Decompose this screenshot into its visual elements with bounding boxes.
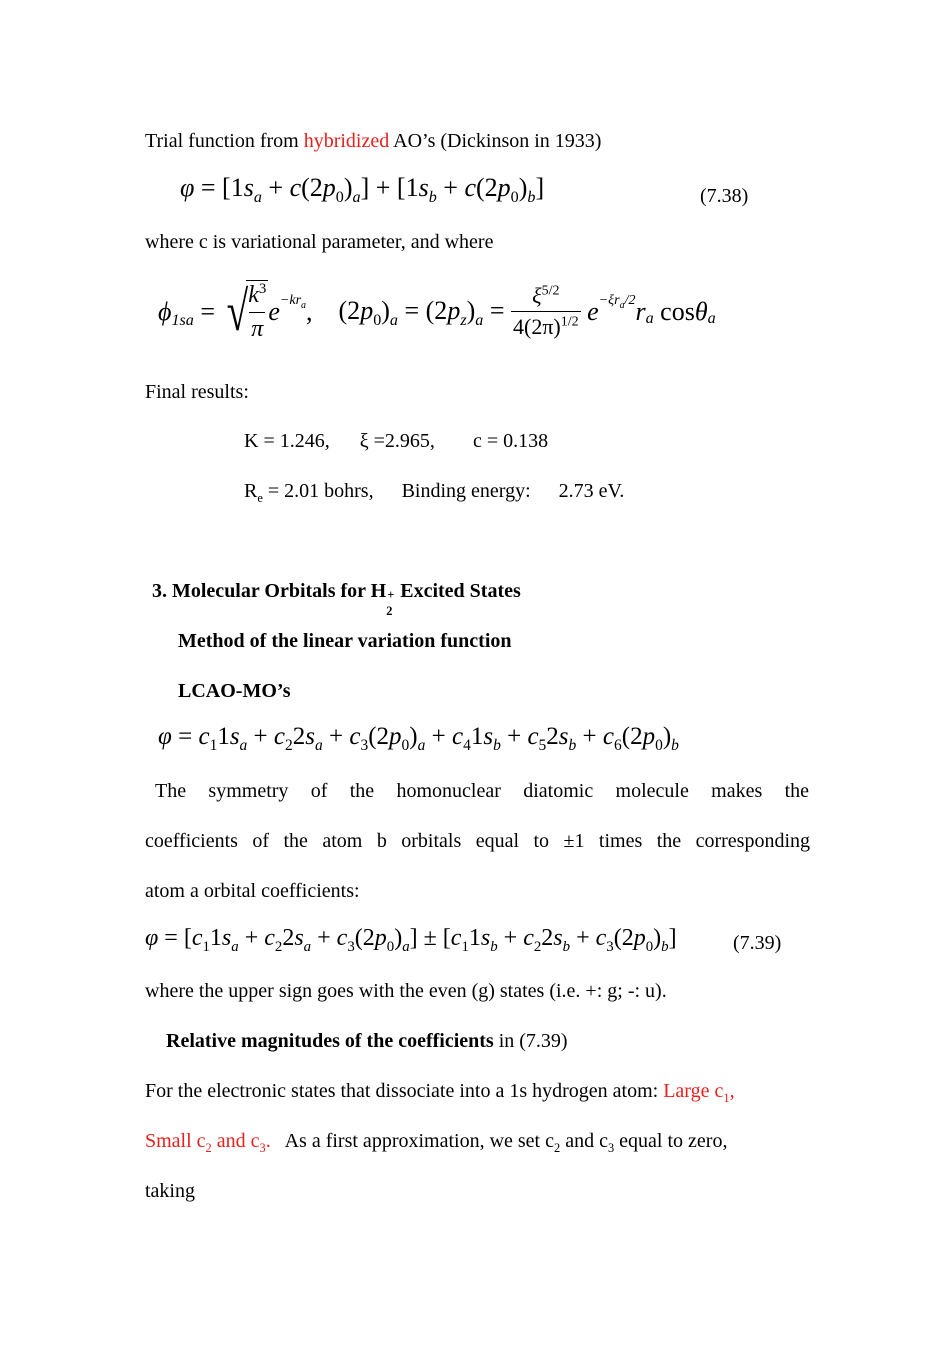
para2-mid-sub: 2 bbox=[554, 1141, 561, 1155]
denominator: 4(2π) bbox=[513, 314, 561, 340]
final-results-label: Final results: bbox=[145, 381, 249, 403]
paragraph-1-line-1: The symmetry of the homonuclear diatomic molecule makes the bbox=[155, 780, 809, 802]
paragraph-2-line-2 bbox=[145, 1129, 727, 1153]
xi-exponent: 5/2 bbox=[541, 283, 560, 299]
k-symbol: k bbox=[248, 282, 259, 308]
exponent-kr-sub: a bbox=[301, 299, 307, 311]
equation-tag-7-39: (7.39) bbox=[733, 932, 782, 954]
result-c: c = 0.138 bbox=[472, 430, 549, 452]
relative-magnitudes-line bbox=[166, 1029, 568, 1053]
paragraph-1-line-2: coefficients of the atom b orbitals equal to ±1 times the corresponding bbox=[145, 830, 810, 852]
result-re-value: = 2.01 bohrs, bbox=[262, 480, 374, 502]
paragraph-1-line-3: atom a orbital coefficients: bbox=[145, 880, 360, 902]
results-line-2 bbox=[244, 479, 624, 503]
where-line: where c is variational parameter, and where bbox=[145, 231, 494, 253]
intro-line bbox=[145, 129, 601, 153]
section-3-title: 3. Molecular Orbitals for H 2 + Excited States bbox=[152, 580, 521, 618]
section-title-pre: 3. Molecular Orbitals for H bbox=[152, 580, 387, 602]
intro-post: AO’s (Dickinson in 1933) bbox=[389, 130, 602, 152]
exponent-xi-tail: /2 bbox=[624, 292, 636, 308]
intro-highlight: hybridized bbox=[303, 130, 390, 152]
section-title-post: Excited States bbox=[395, 580, 521, 602]
pi-symbol: π bbox=[249, 312, 265, 344]
binding-energy-label: Binding energy: bbox=[401, 480, 531, 502]
denominator-exponent: 1/2 bbox=[560, 314, 579, 330]
results-line-1 bbox=[244, 429, 548, 453]
phi-1sa: ϕ bbox=[158, 297, 172, 327]
sqrt-expression: √ $\frac{k^3}{\pi}$ bbox=[226, 280, 267, 343]
large-c1: Large $c_1$, bbox=[663, 1080, 735, 1105]
para2-mid3: equal to zero, bbox=[614, 1130, 728, 1152]
xi-symbol: ξ bbox=[532, 282, 542, 308]
paragraph-2-line-1 bbox=[145, 1079, 735, 1103]
para2-pre: For the electronic states that dissociate into a 1s hydrogen atom: bbox=[145, 1080, 664, 1102]
binding-energy-value: 2.73 eV. bbox=[558, 480, 625, 502]
lcao-heading: LCAO-MO’s bbox=[178, 680, 291, 702]
result-re-sub: e bbox=[257, 491, 263, 505]
relative-rest: in (7.39) bbox=[493, 1030, 568, 1052]
normalization-fraction bbox=[511, 283, 581, 341]
sub-1sa: 1sa bbox=[171, 311, 194, 329]
phi-symbol: φ bbox=[180, 173, 195, 202]
orbital-definitions: ϕ $_{1sa}$ = √ $\frac{k^3}{\pi}$ e $^{-kr_a}$ , $(2p_0)_a = (2p_z)_a$ = $\frac{\xi^{5/2}}{4(2\pi)^{1/2}}$ e $^{-\xi r_a/2}$ r $_a$ cos θ $_a$ bbox=[158, 280, 716, 343]
equation-tag-7-38: (7.38) bbox=[700, 185, 749, 207]
theta-symbol: θ bbox=[694, 297, 708, 327]
exponent-xi: −ξr bbox=[598, 292, 620, 308]
para2-mid2-sub: 3 bbox=[607, 1141, 615, 1155]
result-xi: ξ =2.965, bbox=[359, 430, 435, 452]
intro-pre: Trial function from bbox=[145, 130, 304, 152]
lcao-equation: $\varphi = c_11s_a + c_22s_a + c_3(2p_0)_a + c_41s_b + c_52s_b + c_6(2p_0)_b$ bbox=[158, 723, 679, 754]
result-re: R bbox=[244, 480, 258, 502]
para2-mid: As a first approximation, we set c bbox=[270, 1130, 554, 1152]
cos-text: cos bbox=[660, 297, 695, 327]
exponent-kr: −kr bbox=[279, 292, 302, 308]
equation-7-38: $\varphi = [1s_a + c(2p_0)_a] + [1s_b + c(2p_0)_b]$ bbox=[180, 173, 545, 207]
method-heading: Method of the linear variation function bbox=[178, 630, 512, 652]
result-k: K = 1.246, bbox=[244, 430, 330, 452]
upper-sign-line: where the upper sign goes with the even (g) states (i.e. +: g; -: u). bbox=[145, 980, 667, 1002]
para2-mid2: and c bbox=[560, 1130, 608, 1152]
equation-7-39: $\varphi = [c_11s_a + c_22s_a + c_3(2p_0)_a] \pm [c_11s_b + c_22s_b + c_3(2p_0)_b]$ bbox=[145, 925, 677, 955]
paragraph-2-line-3: taking bbox=[145, 1180, 195, 1202]
small-c2-c3: Small $c_2$ and $c_3$. bbox=[145, 1130, 271, 1155]
relative-bold: Relative magnitudes of the coefficients bbox=[166, 1030, 494, 1052]
